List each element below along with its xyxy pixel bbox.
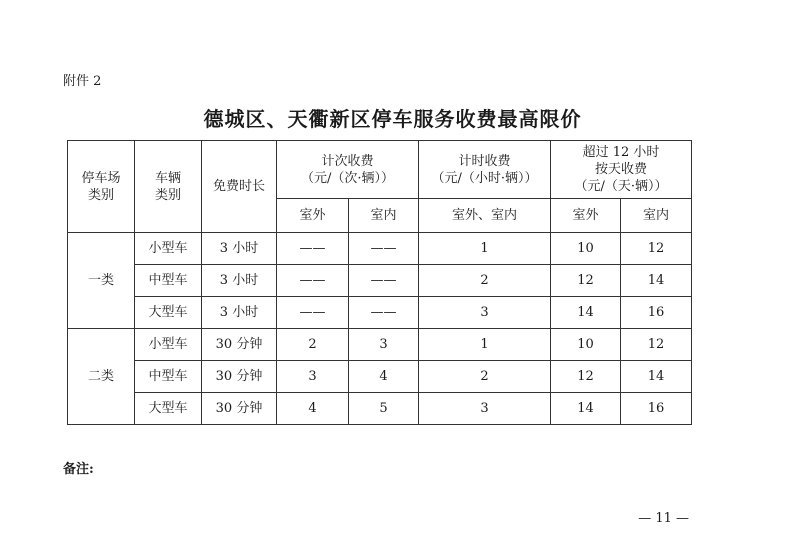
per-use-outdoor-cell: —— xyxy=(277,297,349,329)
per-day-indoor-cell: 14 xyxy=(621,265,692,297)
per-use-indoor-cell: —— xyxy=(349,233,419,265)
per-day-outdoor-cell: 14 xyxy=(551,297,621,329)
per-use-indoor-cell: —— xyxy=(349,297,419,329)
free-time-cell: 3 小时 xyxy=(202,297,277,329)
per-day-outdoor-cell: 12 xyxy=(551,361,621,393)
per-day-outdoor-cell: 10 xyxy=(551,329,621,361)
per-day-indoor-cell: 16 xyxy=(621,297,692,329)
subheader-indoor: 室内 xyxy=(349,199,419,233)
lot-category-cell: 二类 xyxy=(68,329,135,425)
per-use-outdoor-cell: 2 xyxy=(277,329,349,361)
vehicle-type-cell: 小型车 xyxy=(135,233,202,265)
table-row xyxy=(68,329,692,361)
notes-label: 备注: xyxy=(63,462,94,477)
vehicle-type-cell: 小型车 xyxy=(135,329,202,361)
vehicle-type-cell: 大型车 xyxy=(135,393,202,425)
subheader-outdoor-indoor: 室外、室内 xyxy=(419,199,551,233)
page-title: 德城区、天衢新区停车服务收费最高限价 xyxy=(203,107,582,131)
per-use-outdoor-cell: —— xyxy=(277,233,349,265)
vehicle-type-cell: 中型车 xyxy=(135,265,202,297)
per-day-indoor-cell: 16 xyxy=(621,393,692,425)
per-day-outdoor-cell: 10 xyxy=(551,233,621,265)
free-time-cell: 3 小时 xyxy=(202,233,277,265)
per-day-outdoor-cell: 12 xyxy=(551,265,621,297)
per-day-indoor-cell: 12 xyxy=(621,233,692,265)
table-row xyxy=(68,265,692,297)
per-hour-cell: 1 xyxy=(419,329,551,361)
per-hour-cell: 2 xyxy=(419,361,551,393)
fee-table xyxy=(67,140,692,425)
attachment-label: 附件 2 xyxy=(63,74,102,89)
per-use-indoor-cell: 3 xyxy=(349,329,419,361)
free-time-cell: 30 分钟 xyxy=(202,361,277,393)
per-use-indoor-cell: 5 xyxy=(349,393,419,425)
subheader-outdoor: 室外 xyxy=(551,199,621,233)
per-day-outdoor-cell: 14 xyxy=(551,393,621,425)
per-use-outdoor-cell: 3 xyxy=(277,361,349,393)
per-day-indoor-cell: 12 xyxy=(621,329,692,361)
vehicle-type-cell: 中型车 xyxy=(135,361,202,393)
per-use-outdoor-cell: —— xyxy=(277,265,349,297)
per-hour-cell: 2 xyxy=(419,265,551,297)
page-number: — 11 — xyxy=(638,511,689,526)
free-time-cell: 30 分钟 xyxy=(202,329,277,361)
table-row xyxy=(68,361,692,393)
header-row xyxy=(68,141,692,199)
free-time-cell: 3 小时 xyxy=(202,265,277,297)
table-row xyxy=(68,393,692,425)
free-time-cell: 30 分钟 xyxy=(202,393,277,425)
per-use-indoor-cell: —— xyxy=(349,265,419,297)
subheader-outdoor: 室外 xyxy=(277,199,349,233)
per-hour-cell: 3 xyxy=(419,297,551,329)
header-per-use: 计次收费 （元/（次·辆）） xyxy=(277,141,419,199)
per-hour-cell: 3 xyxy=(419,393,551,425)
per-hour-cell: 1 xyxy=(419,233,551,265)
vehicle-type-cell: 大型车 xyxy=(135,297,202,329)
lot-category-cell: 一类 xyxy=(68,233,135,329)
table-row xyxy=(68,233,692,265)
header-per-hour: 计时收费 （元/（小时·辆）） xyxy=(419,141,551,199)
header-vehicle-type: 车辆 类别 xyxy=(135,141,202,233)
per-use-indoor-cell: 4 xyxy=(349,361,419,393)
table-row xyxy=(68,297,692,329)
subheader-indoor: 室内 xyxy=(621,199,692,233)
header-per-day: 超过 12 小时 按天收费 （元/（天·辆）） xyxy=(551,141,692,199)
header-free-time: 免费时长 xyxy=(202,141,277,233)
header-lot-category: 停车场 类别 xyxy=(68,141,135,233)
per-use-outdoor-cell: 4 xyxy=(277,393,349,425)
per-day-indoor-cell: 14 xyxy=(621,361,692,393)
